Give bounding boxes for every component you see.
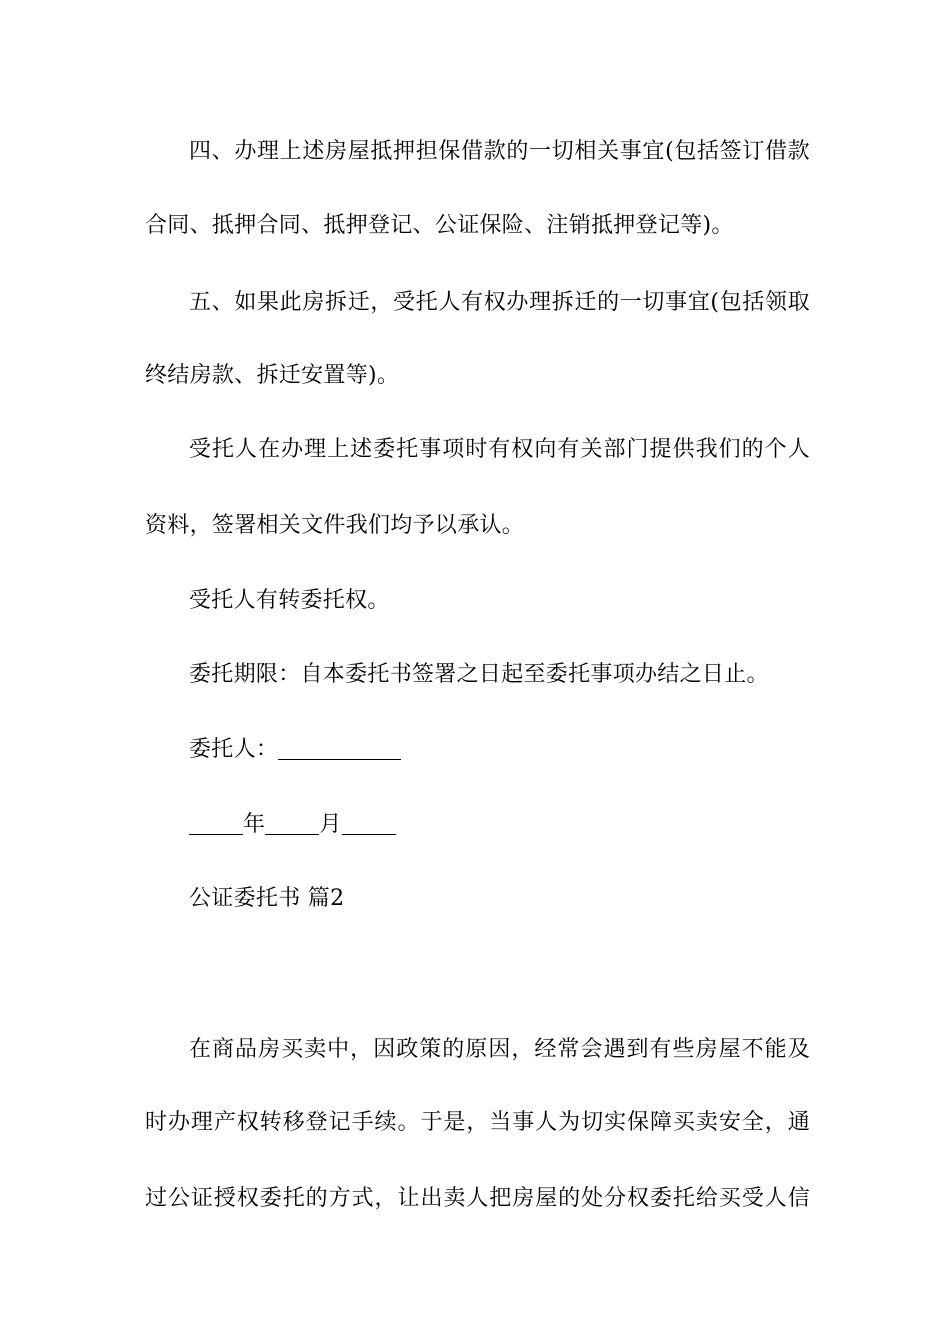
delegation-term: 委托期限：自本委托书签署之日起至委托事项办结之日止。 bbox=[189, 662, 769, 687]
paragraph-line-2: 时办理产权转移登记手续。于是，当事人为切实保障买卖安全，通 bbox=[145, 1110, 810, 1135]
year-label: 年 bbox=[243, 812, 266, 837]
month-blank bbox=[265, 812, 319, 835]
item-4-line-1: 四、办理上述房屋抵押担保借款的一切相关事宜(包括签订借款 bbox=[189, 139, 810, 164]
item-4-line-2: 合同、抵押合同、抵押登记、公证保险、注销抵押登记等)。 bbox=[145, 213, 734, 238]
subdelegation-clause: 受托人有转委托权。 bbox=[189, 588, 390, 613]
date-line bbox=[189, 810, 810, 840]
principal-blank bbox=[278, 737, 401, 760]
principal-signature-line bbox=[189, 735, 810, 765]
item-5-line-2: 终结房款、拆迁安置等)。 bbox=[145, 363, 400, 388]
year-blank bbox=[189, 812, 243, 835]
item-5-line-1: 五、如果此房拆迁，受托人有权办理拆迁的一切事宜(包括领取 bbox=[189, 290, 810, 315]
authorization-line-2: 资料，签署相关文件我们均予以承认。 bbox=[145, 513, 525, 538]
authorization-line-1: 受托人在办理上述委托事项时有权向有关部门提供我们的个人 bbox=[189, 437, 810, 462]
section-heading: 公证委托书 篇2 bbox=[189, 886, 345, 911]
paragraph-line-1: 在商品房买卖中，因政策的原因，经常会遇到有些房屋不能及 bbox=[189, 1037, 810, 1062]
paragraph-line-3: 过公证授权委托的方式，让出卖人把房屋的处分权委托给买受人信 bbox=[145, 1186, 810, 1211]
month-label: 月 bbox=[319, 812, 342, 837]
day-blank bbox=[342, 812, 396, 835]
principal-label: 委托人： bbox=[189, 737, 279, 762]
